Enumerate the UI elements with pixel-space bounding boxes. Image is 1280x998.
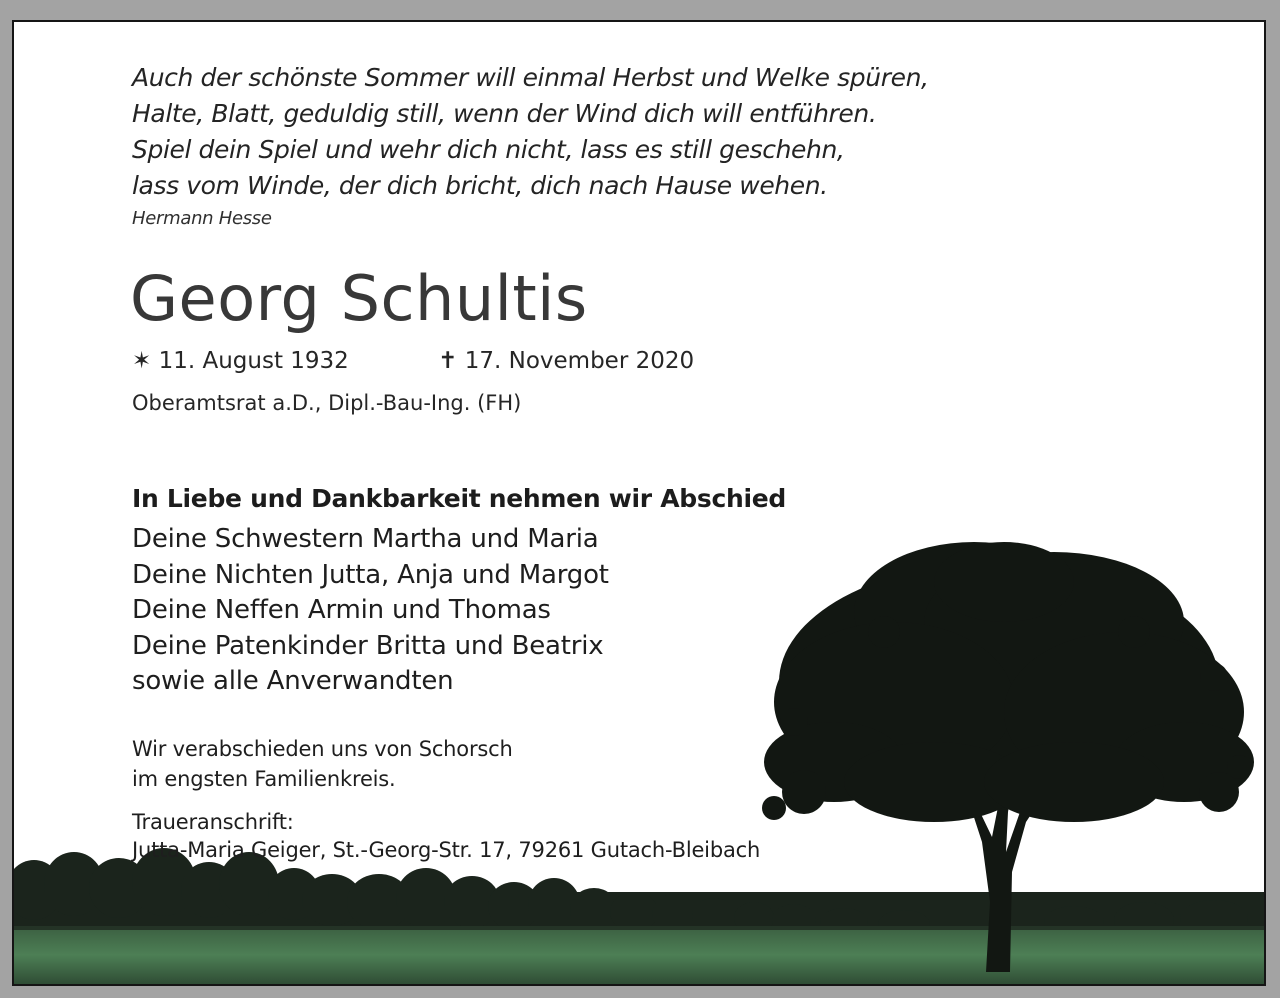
birth-star-icon: ✶ <box>132 348 152 374</box>
address-label: Traueranschrift: <box>132 810 294 834</box>
poem-author: Hermann Hesse <box>132 208 272 229</box>
poem-line: lass vom Winde, der dich bricht, dich nach Hause wehen. <box>132 171 828 200</box>
mourner-line: Deine Neffen Armin und Thomas <box>132 595 551 625</box>
note-line: im engsten Familienkreis. <box>132 767 396 791</box>
death-date: 17. November 2020 <box>464 348 695 374</box>
address-value: Jutta-Maria Geiger, St.-Georg-Str. 17, 79261 Gutach-Bleibach <box>132 838 761 862</box>
mourning-address <box>132 808 760 864</box>
note-line: Wir verabschieden uns von Schorsch <box>132 737 513 761</box>
death-cross-icon: ✝ <box>438 348 458 374</box>
poem-line: Halte, Blatt, geduldig still, wenn der Wind dich will entführen. <box>132 99 877 128</box>
poem-line: Spiel dein Spiel und wehr dich nicht, lass es still geschehn, <box>132 135 845 164</box>
deceased-title: Oberamtsrat a.D., Dipl.-Bau-Ing. (FH) <box>132 391 522 415</box>
ceremony-note <box>132 734 513 794</box>
mourner-line: Deine Nichten Jutta, Anja und Margot <box>132 559 609 590</box>
deceased-name: Georg Schultis <box>130 262 588 335</box>
birth-date: 11. August 1932 <box>158 348 349 374</box>
mourner-line: sowie alle Anverwandten <box>132 666 454 696</box>
poem-line: Auch der schönste Sommer will einmal Herbst und Welke spüren, <box>132 63 929 92</box>
poem <box>132 60 1032 204</box>
life-dates <box>132 348 694 374</box>
farewell-heading: In Liebe und Dankbarkeit nehmen wir Abschied <box>132 484 787 513</box>
obituary-card <box>12 20 1266 986</box>
mourner-line: Deine Schwestern Martha und Maria <box>132 524 599 554</box>
mourners-list <box>132 522 609 700</box>
mourner-line: Deine Patenkinder Britta und Beatrix <box>132 630 604 661</box>
